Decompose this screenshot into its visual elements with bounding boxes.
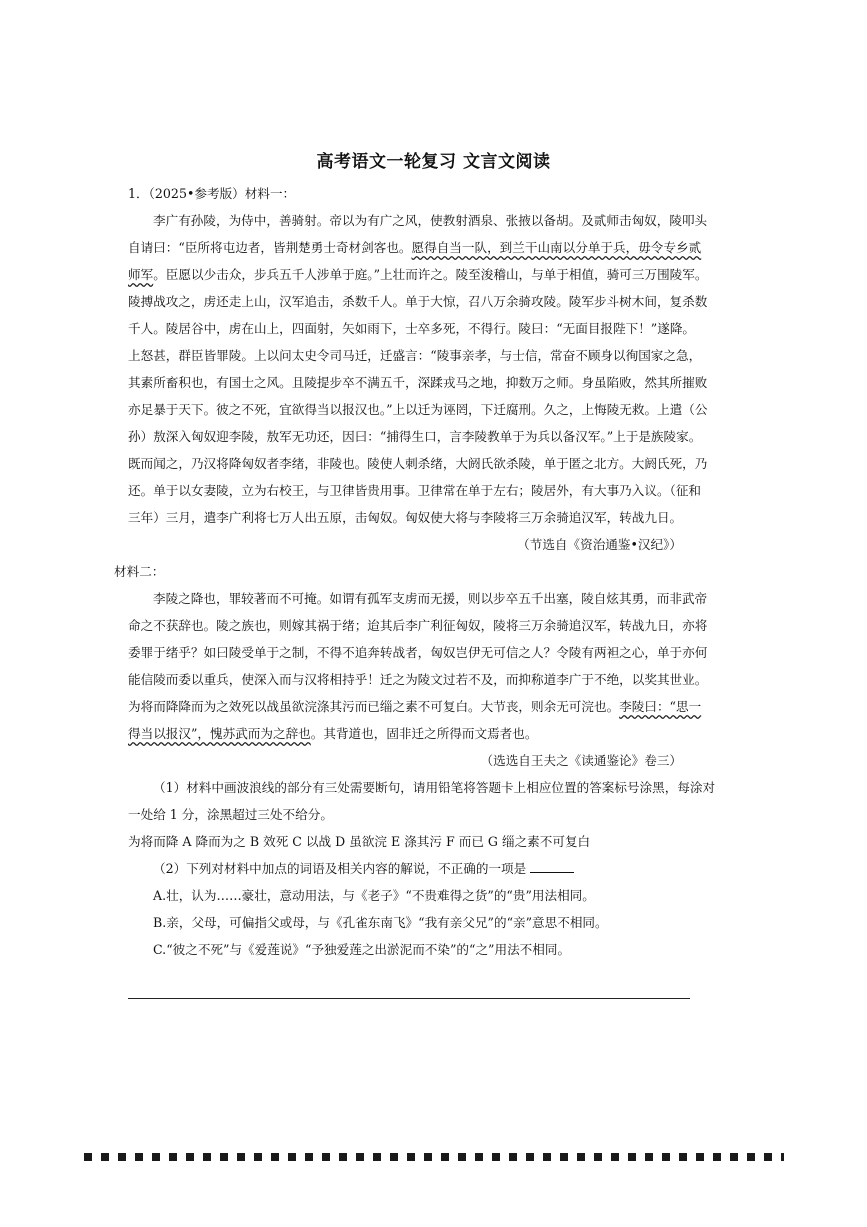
document-body	[114, 180, 716, 963]
material1-line: 三年）三月，遣李广利将七万人出五原，击匈奴。匈奴使大将与李陵将三万余骑追汉军，转战九日。	[128, 510, 683, 525]
material1-line	[128, 261, 708, 288]
material2-line	[128, 693, 702, 720]
material1-line: 千人。陵居谷中，虏在山上，四面射，矢如雨下，士卒多死，不得行。陵曰：“无面目报陛下！”遂降。	[128, 321, 696, 336]
option-a: A.壮，认为……豪壮，意动用法，与《老子》“不贵难得之货”的“贵”用法相同。	[153, 888, 595, 903]
wavy-underline-text: 得当以报汉”，愧苏武而为之辞也	[128, 726, 311, 741]
wavy-underline-text: 师军	[128, 267, 154, 282]
wavy-underline-text: 李陵曰：“思一	[619, 699, 702, 714]
question-1-stem: （1）材料中画波浪线的部分有三处需要断句，请用铅笔将答题卡上相应位置的答案标号涂黑，每涂对	[153, 780, 716, 795]
material2-source: （选选自王夫之《读通鉴论》卷三）	[480, 753, 682, 768]
material1-line: 孙）敖深入匈奴迎李陵，敖军无功还，因曰：“捕得生口，言李陵教单于为兵以备汉军。”上于是族陵家。	[128, 429, 702, 444]
text-segment: （2）下列对材料中加点的词语及相关内容的解说，不正确的一项是	[153, 861, 527, 876]
material2-line: 能信陵而委以重兵，使深入而与汉将相持乎！迁之为陵文过若不及，而抑称道李广于不绝，以奖其世业。	[128, 672, 708, 687]
question-header: 1．（2025•参考版）材料一：	[128, 186, 296, 201]
material1-source: （节选自《资治通鉴•汉纪》）	[517, 537, 682, 552]
material1-line: 亦足暴于天下。彼之不死，宜欲得当以报汉也。”上以迁为诬罔，下迁腐刑。久之，上悔陵无救。上遣（公	[128, 402, 708, 417]
text-segment: 为将而降降而为之效死以战虽欲浣涤其污而已缁之素不可复白。大节丧，则余无可浣也。	[128, 699, 620, 714]
question-1-stem-cont: 一处给 1 分，涂黑超过三处不给分。	[128, 807, 333, 822]
page-footer-dotted-border	[84, 1153, 784, 1161]
material1-line: 李广有孙陵，为侍中，善骑射。帝以为有广之风，使教射酒泉、张掖以备胡。及贰师击匈奴，陵叩头	[153, 213, 708, 228]
material2-label: 材料二：	[114, 564, 165, 579]
question-2-stem	[128, 855, 690, 882]
material1-line: 上怒甚，群臣皆罪陵。上以问太史令司马迁，迁盛言：“陵事亲孝，与士信，常奋不顾身以徇国家之急，	[128, 348, 702, 363]
answer-blank[interactable]	[530, 860, 574, 873]
material1-line: 其素所畜积也，有国士之风。且陵提步卒不满五千，深蹂戎马之地，抑数万之师。身虽陷败，然其所摧败	[128, 375, 708, 390]
section-divider	[128, 998, 690, 999]
material1-line: 既而闻之，乃汉将降匈奴者李绪，非陵也。陵使人刺杀绪，大阏氏欲杀陵，单于匿之北方。大阏氏死，乃	[128, 456, 708, 471]
wavy-underline-text: 愿得自当一队，到兰干山南以分单于兵，毋令专乡贰	[411, 240, 702, 255]
material2-line: 委罪于绪乎？如曰陵受单于之制，不得不追奔转战者，匈奴岂伊无可信之人？令陵有两袒之心，单于亦何	[128, 645, 708, 660]
material1-line: 还。单于以女妻陵，立为右校王，与卫律皆贵用事。卫律常在单于左右；陵居外，有大事乃入议。（征和	[128, 483, 702, 498]
option-b: B.亲，父母，可偏指父或母，与《孔雀东南飞》“我有亲父兄”的“亲”意思不相同。	[153, 915, 608, 930]
material2-line: 李陵之降也，罪较著而不可掩。如谓有孤军支虏而无援，则以步卒五千出塞，陵自炫其勇，而非武帝	[153, 591, 708, 606]
text-segment: 。其背道也，固非迁之所得而文焉者也。	[310, 726, 538, 741]
page-title: 高考语文一轮复习 文言文阅读	[316, 152, 551, 172]
material2-line: 命之不获辞也。陵之族也，则嫁其祸于绪；迨其后李广利征匈奴，陵将三万余骑追汉军，转战九日，亦将	[128, 618, 708, 633]
material1-line	[128, 234, 702, 261]
text-segment: 自请曰：“臣所将屯边者，皆荆楚勇士奇材剑客也。	[128, 240, 412, 255]
material1-line: 陵搏战攻之，虏还走上山，汉军追击，杀数千人。单于大惊，召八万余骑攻陵。陵军步斗树木间，复杀数	[128, 294, 708, 309]
text-segment: 。臣愿以少击众，步兵五千人涉单于庭。”上壮而许之。陵至浚稽山，与单于相值，骑可三万围陵军。	[153, 267, 708, 282]
question-1-options: 为将而降 A 降而为之 B 效死 C 以战 D 虽欲浣 E 涤其污 F 而已 G 缁之素不可复白	[128, 834, 591, 849]
option-c: C.“彼之不死”与《爱莲说》“予独爱莲之出淤泥而不染”的“之”用法不相同。	[153, 942, 571, 957]
material2-line	[128, 720, 690, 747]
